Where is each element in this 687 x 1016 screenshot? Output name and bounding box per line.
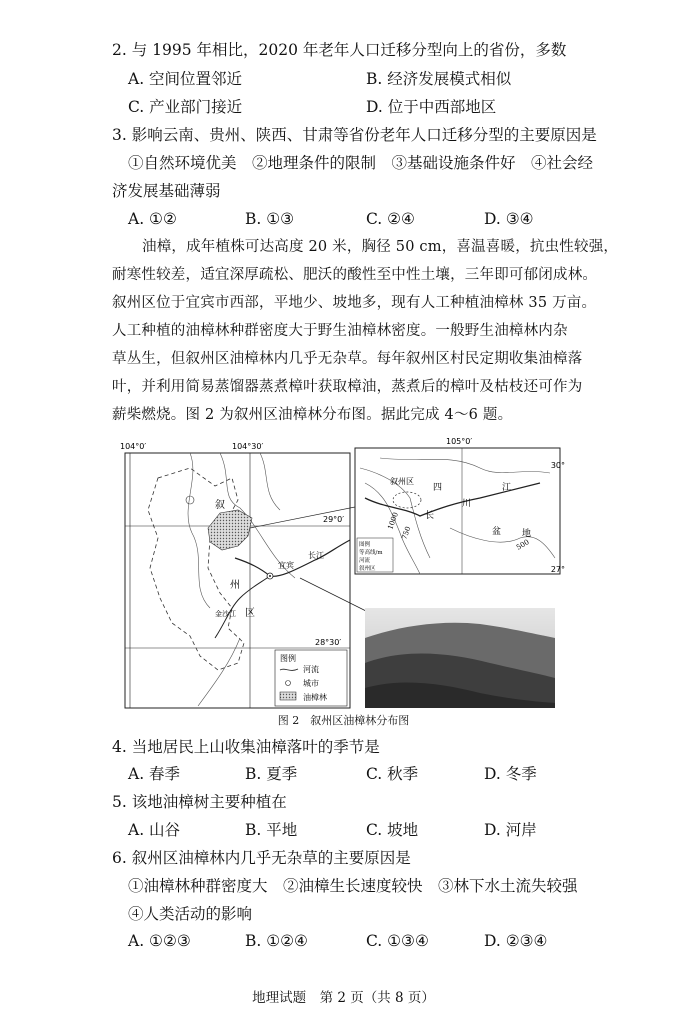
passage-line-7: 薪柴燃烧。图 2 为叙州区油樟林分布图。据此完成 4～6 题。 — [112, 407, 513, 423]
inset-lon-label: 105°0′ — [446, 437, 473, 446]
inset-char-chuan: 川 — [462, 499, 472, 509]
q6-option-b: B. ①②④ — [245, 932, 308, 950]
q3-option-a: A. ①② — [128, 210, 177, 228]
label-zhou: 州 — [230, 580, 240, 591]
q5-option-b: B. 平地 — [245, 821, 298, 839]
inset-map — [355, 437, 565, 574]
q2-option-d: D. 位于中西部地区 — [366, 98, 497, 116]
q4-stem: 4. 当地居民上山收集油樟落叶的季节是 — [112, 738, 380, 756]
passage-line-4: 人工种植的油樟林种群密度大于野生油樟林密度。一般野生油樟林内杂 — [112, 323, 568, 339]
distribution-map-figure — [120, 437, 565, 718]
legend-city: 城市 — [303, 679, 319, 688]
passage-line-1: 油樟，成年植株可达高度 20 米，胸径 50 cm，喜温喜暖，抗虫性较强， — [142, 239, 619, 255]
q4-option-a: A. 春季 — [128, 765, 181, 783]
q6-option-c: C. ①③④ — [366, 932, 429, 950]
passage-line-5: 草丛生，但叙州区油樟林内几乎无杂草。每年叙州区村民定期收集油樟落 — [112, 351, 583, 367]
lon-label-104: 104°0′ — [120, 442, 147, 451]
q5-option-a: A. 山谷 — [128, 821, 181, 839]
label-changjiang: 长江 — [308, 551, 324, 560]
lon-label-104-30: 104°30′ — [232, 442, 264, 451]
passage-line-6: 叶，并利用简易蒸馏器蒸煮樟叶获取樟油，蒸煮后的樟叶及枯枝还可作为 — [112, 379, 583, 395]
left-map-legend — [275, 650, 347, 706]
q6-option-a: A. ①②③ — [128, 932, 191, 950]
figure-caption: 图 2 叙州区油樟林分布图 — [277, 714, 410, 727]
q2-option-c: C. 产业部门接近 — [128, 98, 243, 116]
legend-title: 图例 — [280, 654, 296, 663]
map-svg — [120, 437, 565, 713]
label-jinshajiang: 金沙江 — [215, 610, 236, 618]
q4-option-b: B. 夏季 — [245, 765, 298, 783]
q5-stem: 5. 该地油樟树主要种植在 — [112, 793, 287, 811]
legend-river: 河流 — [303, 665, 319, 674]
q3-option-c: C. ②④ — [366, 210, 415, 228]
contour-500: 500 — [515, 538, 531, 552]
passage-line-2: 耐寒性较差，适宜深厚疏松、肥沃的酸性至中性土壤，三年即可郁闭成林。 — [112, 267, 598, 283]
q3-items-line2: 济发展基础薄弱 — [112, 182, 221, 200]
label-xu: 叙 — [215, 500, 225, 511]
q3-items-line1: ①自然环境优美 ②地理条件的限制 ③基础设施条件好 ④社会经 — [128, 154, 594, 172]
q2-option-a: A. 空间位置邻近 — [128, 70, 243, 88]
q5-option-c: C. 坡地 — [366, 821, 419, 839]
inset-char-jiang: 江 — [502, 483, 512, 493]
inset-legend-title: 图例 — [359, 542, 371, 548]
contour-750: 750 — [400, 525, 413, 541]
inset-char-si: 四 — [433, 483, 443, 493]
q3-option-d: D. ③④ — [484, 210, 534, 228]
passage-line-3: 叙州区位于宜宾市西部，平地少、坡地多，现有人工种植油樟林 35 万亩。 — [112, 295, 597, 311]
q4-option-c: C. 秋季 — [366, 765, 419, 783]
q5-option-d: D. 河岸 — [484, 821, 537, 839]
inset-char-chang: 长 — [425, 511, 435, 521]
left-map — [120, 442, 350, 708]
inset-lat-30: 30° — [550, 461, 565, 470]
q6-option-d: D. ②③④ — [484, 932, 548, 950]
q3-option-b: B. ①③ — [245, 210, 295, 228]
jinsha-river-line — [215, 576, 270, 638]
page-footer: 地理试题 第 2 页（共 8 页） — [252, 990, 435, 1006]
inset-char-di: 地 — [522, 529, 532, 539]
contour-1000: 1000 — [386, 511, 400, 531]
legend-forest: 油樟林 — [303, 693, 327, 702]
oil-camphor-forest-area — [208, 510, 252, 550]
yangtze-river-line — [235, 540, 350, 576]
inset-char-pen: 盆 — [492, 527, 502, 537]
q2-option-b: B. 经济发展模式相似 — [366, 70, 512, 88]
lat-label-29: 29°0′ — [323, 515, 345, 524]
inset-lat-27: 27° — [550, 565, 565, 574]
q2-stem: 2. 与 1995 年相比，2020 年老年人口迁移分型向上的省份，多数 — [112, 41, 567, 59]
q6-stem: 6. 叙州区油樟林内几乎无杂草的主要原因是 — [112, 849, 411, 867]
inset-legend-contour: 等高线/m — [359, 550, 383, 556]
q6-items-line1: ①油樟林种群密度大 ②油樟生长速度较快 ③林下水土流失较强 — [128, 877, 578, 895]
inset-legend-xuzhou: 叙州区 — [359, 566, 376, 572]
q6-items-line2: ④人类活动的影响 — [128, 905, 253, 923]
label-qu: 区 — [245, 608, 255, 619]
lat-label-28-30: 28°30′ — [315, 638, 342, 647]
inset-region-label: 叙州区 — [390, 477, 414, 486]
inset-legend-river: 河流 — [359, 558, 371, 564]
label-yibin: 宜宾 — [278, 561, 294, 570]
q4-option-d: D. 冬季 — [484, 765, 537, 783]
q3-stem: 3. 影响云南、贵州、陕西、甘肃等省份老年人口迁移分型的主要原因是 — [112, 126, 597, 144]
forest-photo — [365, 608, 555, 708]
inset-legend — [357, 538, 393, 572]
connector-line-2 — [300, 578, 370, 613]
